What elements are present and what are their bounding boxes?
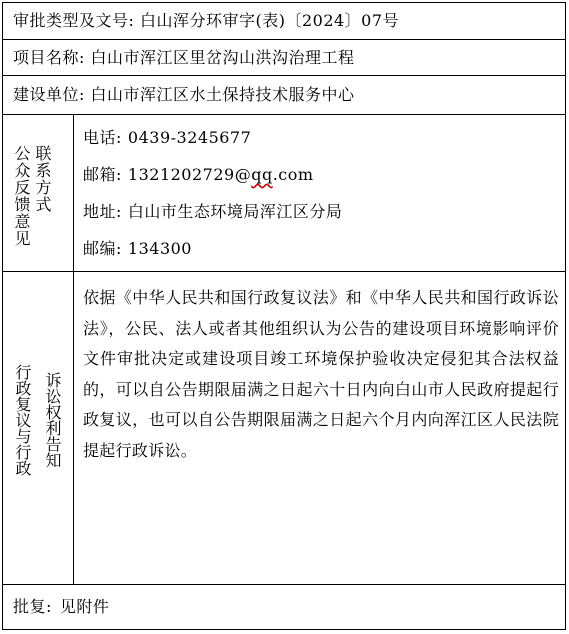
phone-label: 电话:	[83, 128, 122, 147]
contact-info	[83, 128, 342, 276]
email-suffix: .com	[272, 165, 314, 184]
relief-rights-text: 依据《中华人民共和国行政复议法》和《中华人民共和国行政诉讼法》，公民、法人或者其他组织认为公告的建设项目环境影响评价文件审批决定或建设项目竣工环境保护验收决定侵犯其合法权益的，可以自公告期限届满之日起六十日内向白山市人民政府提起行政复议，也可以自公告期限届满之日起六个月内向浑江区人民法院提起行政诉讼。	[83, 288, 559, 460]
relief-section-label: 行政复议与行政	[13, 364, 32, 476]
relief-label-cell	[3, 272, 74, 584]
construction-unit-text: 建设单位: 白山市浑江区水土保持技术服务中心	[13, 85, 355, 104]
approval-reply-row	[3, 585, 565, 630]
approval-number-row	[3, 3, 565, 40]
phone-value: 0439-3245677	[127, 128, 252, 147]
project-name-row	[3, 40, 565, 76]
relief-sub-label: 诉讼权利告知	[43, 372, 62, 468]
project-name-text: 项目名称: 白山市浑江区里岔沟山洪沟治理工程	[13, 48, 355, 67]
address-line	[83, 202, 342, 239]
approval-reply-label: 批复:	[13, 597, 52, 616]
public-feedback-row	[3, 115, 565, 272]
postcode-line	[83, 239, 342, 276]
postcode-value: 134300	[127, 239, 192, 258]
feedback-section-label: 公众反馈意见	[12, 145, 31, 247]
feedback-sub-label: 联系方式	[33, 145, 52, 213]
address-label: 地址:	[83, 202, 122, 221]
email-prefix: 1321202729@	[127, 165, 252, 184]
phone-line	[83, 128, 342, 165]
feedback-label-cell	[3, 115, 74, 271]
email-label: 邮箱:	[83, 165, 122, 184]
approval-number-text: 审批类型及文号: 白山浑分环审字(表)〔2024〕07号	[13, 11, 400, 30]
email-line	[83, 165, 342, 202]
administrative-relief-row	[3, 272, 565, 585]
construction-unit-row	[3, 76, 565, 115]
email-domain: qq	[251, 165, 273, 184]
address-value: 白山市生态环境局浑江区分局	[127, 202, 343, 221]
approval-notice-form	[2, 2, 566, 630]
postcode-label: 邮编:	[83, 239, 122, 258]
approval-reply-value: 见附件	[59, 597, 110, 616]
